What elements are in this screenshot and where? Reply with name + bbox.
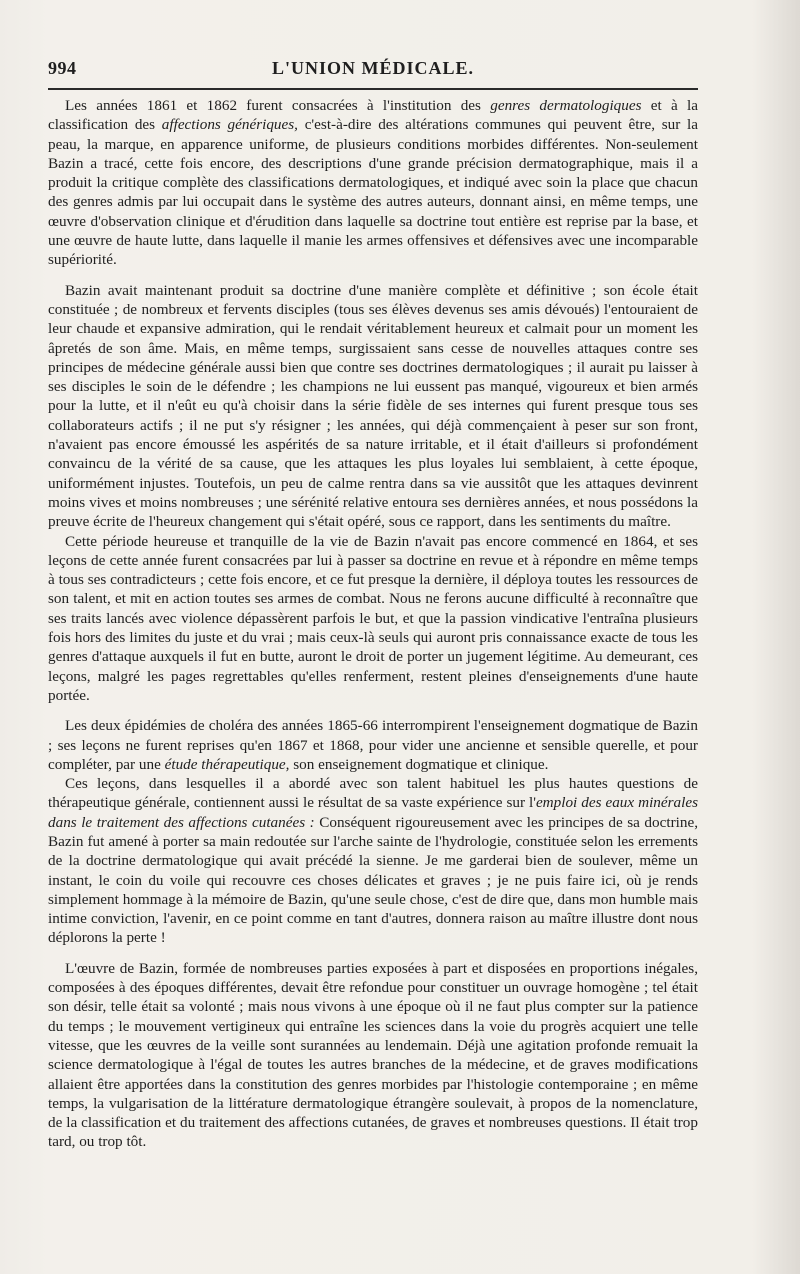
emphasis: emploi des eaux minérales dans le traitement des affections cutanées :: [48, 794, 699, 831]
emphasis: genres dermatologiques: [490, 97, 642, 114]
page-number: 994: [48, 58, 77, 78]
emphasis: étude thérapeutique,: [164, 755, 290, 773]
paragraph-5: Ces leçons, dans lesquelles il a abordé avec son talent habituel les plus hautes questions de thérapeutique générale, contiennent aussi le résultat de sa vaste expérience sur l'emploi des eaux minérales dans le traitement des affections cutanées : Conséquent rigoureusement avec les principes de sa doctrine, Bazin fut amené à porter sa main redoutée sur l'arche sainte de l'hydrologie, constituée selon les errements de la doctrine dermatologique qui avait précédé la sienne. Je me garderai bien de soulever, même un instant, le coin du voile qui recouvre ces choses délicates et graves ; je ne puis faire ici, où je rends simplement hommage à la mémoire de Bazin, qu'une seule chose, c'est de dire que, dans mon humble mais intime conviction, l'avenir, en ce point comme en tant d'autres, donnera raison au maître illustre dont nous déplorons la perte !: [48, 775, 699, 947]
paragraph-6: L'œuvre de Bazin, formée de nombreuses parties exposées à part et disposées en proportions inégales, composées à des époques différentes, devait être refondue pour constituer un ouvrage homogène ; tel était son désir, telle était sa volonté ; mais nous vivons à une époque où il ne faut plus compter sur la patience du temps ; le mouvement vertigineux qui entraîne les sciences dans la voie du progrès acquiert une telle vitesse, que les œuvres de la veille sont surannées au lendemain. Déjà une agitation profonde remuait la science dermatologique à l'égal de toutes les autres branches de la médecine, et de graves modifications allaient être apportées dans la constitution des genres morbides par l'histologie contemporaine ; en même temps, la vulgarisation de la littérature dermatologique étrangère soulevait, à propos de la nomenclature, de la classification et du traitement des affections cutanées, de graves et nombreuses questions. Il était trop tard, ou trop tôt.: [48, 959, 698, 1151]
paragraph-1: Les années 1861 et 1862 furent consacrées à l'institution des genres dermatologiques et à la classification des affections génériques, c'est-à-dire des altérations communes qui peuvent être, sur la peau, la marque, en apparence uniforme, de plusieurs conditions morbides différentes. Non-seulement Bazin a tracé, cette fois encore, des descriptions d'une grande précision dermatographique, mais il a produit la critique complète des classifications dermatologiques, et indiqué avec soin la place que chacun des genres admis par lui occupait dans le système des autres auteurs, donnant ainsi, en même temps, une œuvre d'observation clinique et d'érudition dans laquelle sa doctrine tout entière est reprise par la base, et une œuvre de haute lutte, dans laquelle il manie les armes offensives et défensives avec une incomparable supériorité.: [48, 97, 698, 269]
paragraph-4: Les deux épidémies de choléra des années 1865-66 interrompirent l'enseignement dogmatique de Bazin ; ses leçons ne furent reprises qu'en 1867 et 1868, pour vider une ancienne et sensible querelle, et pour compléter, par une étude thérapeutique, son enseignement dogmatique et clinique.: [48, 717, 698, 773]
paragraph-2: Bazin avait maintenant produit sa doctrine d'une manière complète et définitive ; son école était constituée ; de nombreux et fervents disciples (tous ses élèves devenus ses amis dévoués) l'entouraient de leur chaude et expansive admiration, qui le rendait véritablement heureux et calmait pour un moment les âpretés de son âme. Mais, en même temps, surgissaient sans cesse de nouvelles attaques contre ses principes de médecine générale aussi bien que contre ses doctrines dermatologiques ; il aurait pu laisser à ses disciples le soin de le défendre ; les champions ne lui eussent pas manqué, vigoureux et bien armés pour la lutte, et il n'eût eu qu'à choisir dans la série fidèle de ses internes qui furent presque tous ses collaborateurs actifs ; il ne put s'y résigner ; les années, qui déjà commençaient à peser sur son front, n'avaient pas encore émoussé les aspérités de sa nature irritable, et il était d'ailleurs si profondément convaincu de la vérité de sa cause, que les attaques les plus loyales lui semblaient, à cette époque, uniformément injustes. Toutefois, un peu de calme rentra dans sa vie aussitôt que les attaques devinrent moins vives et moins nombreuses ; une sérénité relative entoura ses dernières années, et nous possédons la preuve écrite de l'heureux changement qui s'était opéré, sous ce rapport, dans les sentiments du maître.: [48, 281, 698, 531]
header-rule: [48, 88, 698, 90]
page-header: [48, 58, 698, 84]
paragraph-3: Cette période heureuse et tranquille de la vie de Bazin n'avait pas encore commencé en 1864, et ses leçons de cette année furent consacrées par lui à passer sa doctrine en revue et à répondre en même temps à tous ses contradicteurs ; cette fois encore, et ce fut presque la dernière, il déploya toutes les ressources de son talent, et mit en action toutes ses armes de combat. Nous ne ferons aucune difficulté à reconnaître que ses traits lancés avec violence dépassèrent parfois le but, et que la passion vindicative l'entraîna plusieurs fois hors des limites du juste et du vrai ; mais ceux-là seuls qui auront pris connaissance exacte de tous les genres d'attaque auxquels il fut en butte, auront le droit de porter un jugement légitime. Au demeurant, ces leçons, malgré les pages regrettables qu'elles renferment, restent pleines d'enseignements d'une haute portée.: [48, 532, 698, 704]
body-text: [48, 96, 698, 1152]
emphasis: affections génériques,: [161, 116, 298, 134]
running-title: L'UNION MÉDICALE.: [271, 58, 475, 78]
